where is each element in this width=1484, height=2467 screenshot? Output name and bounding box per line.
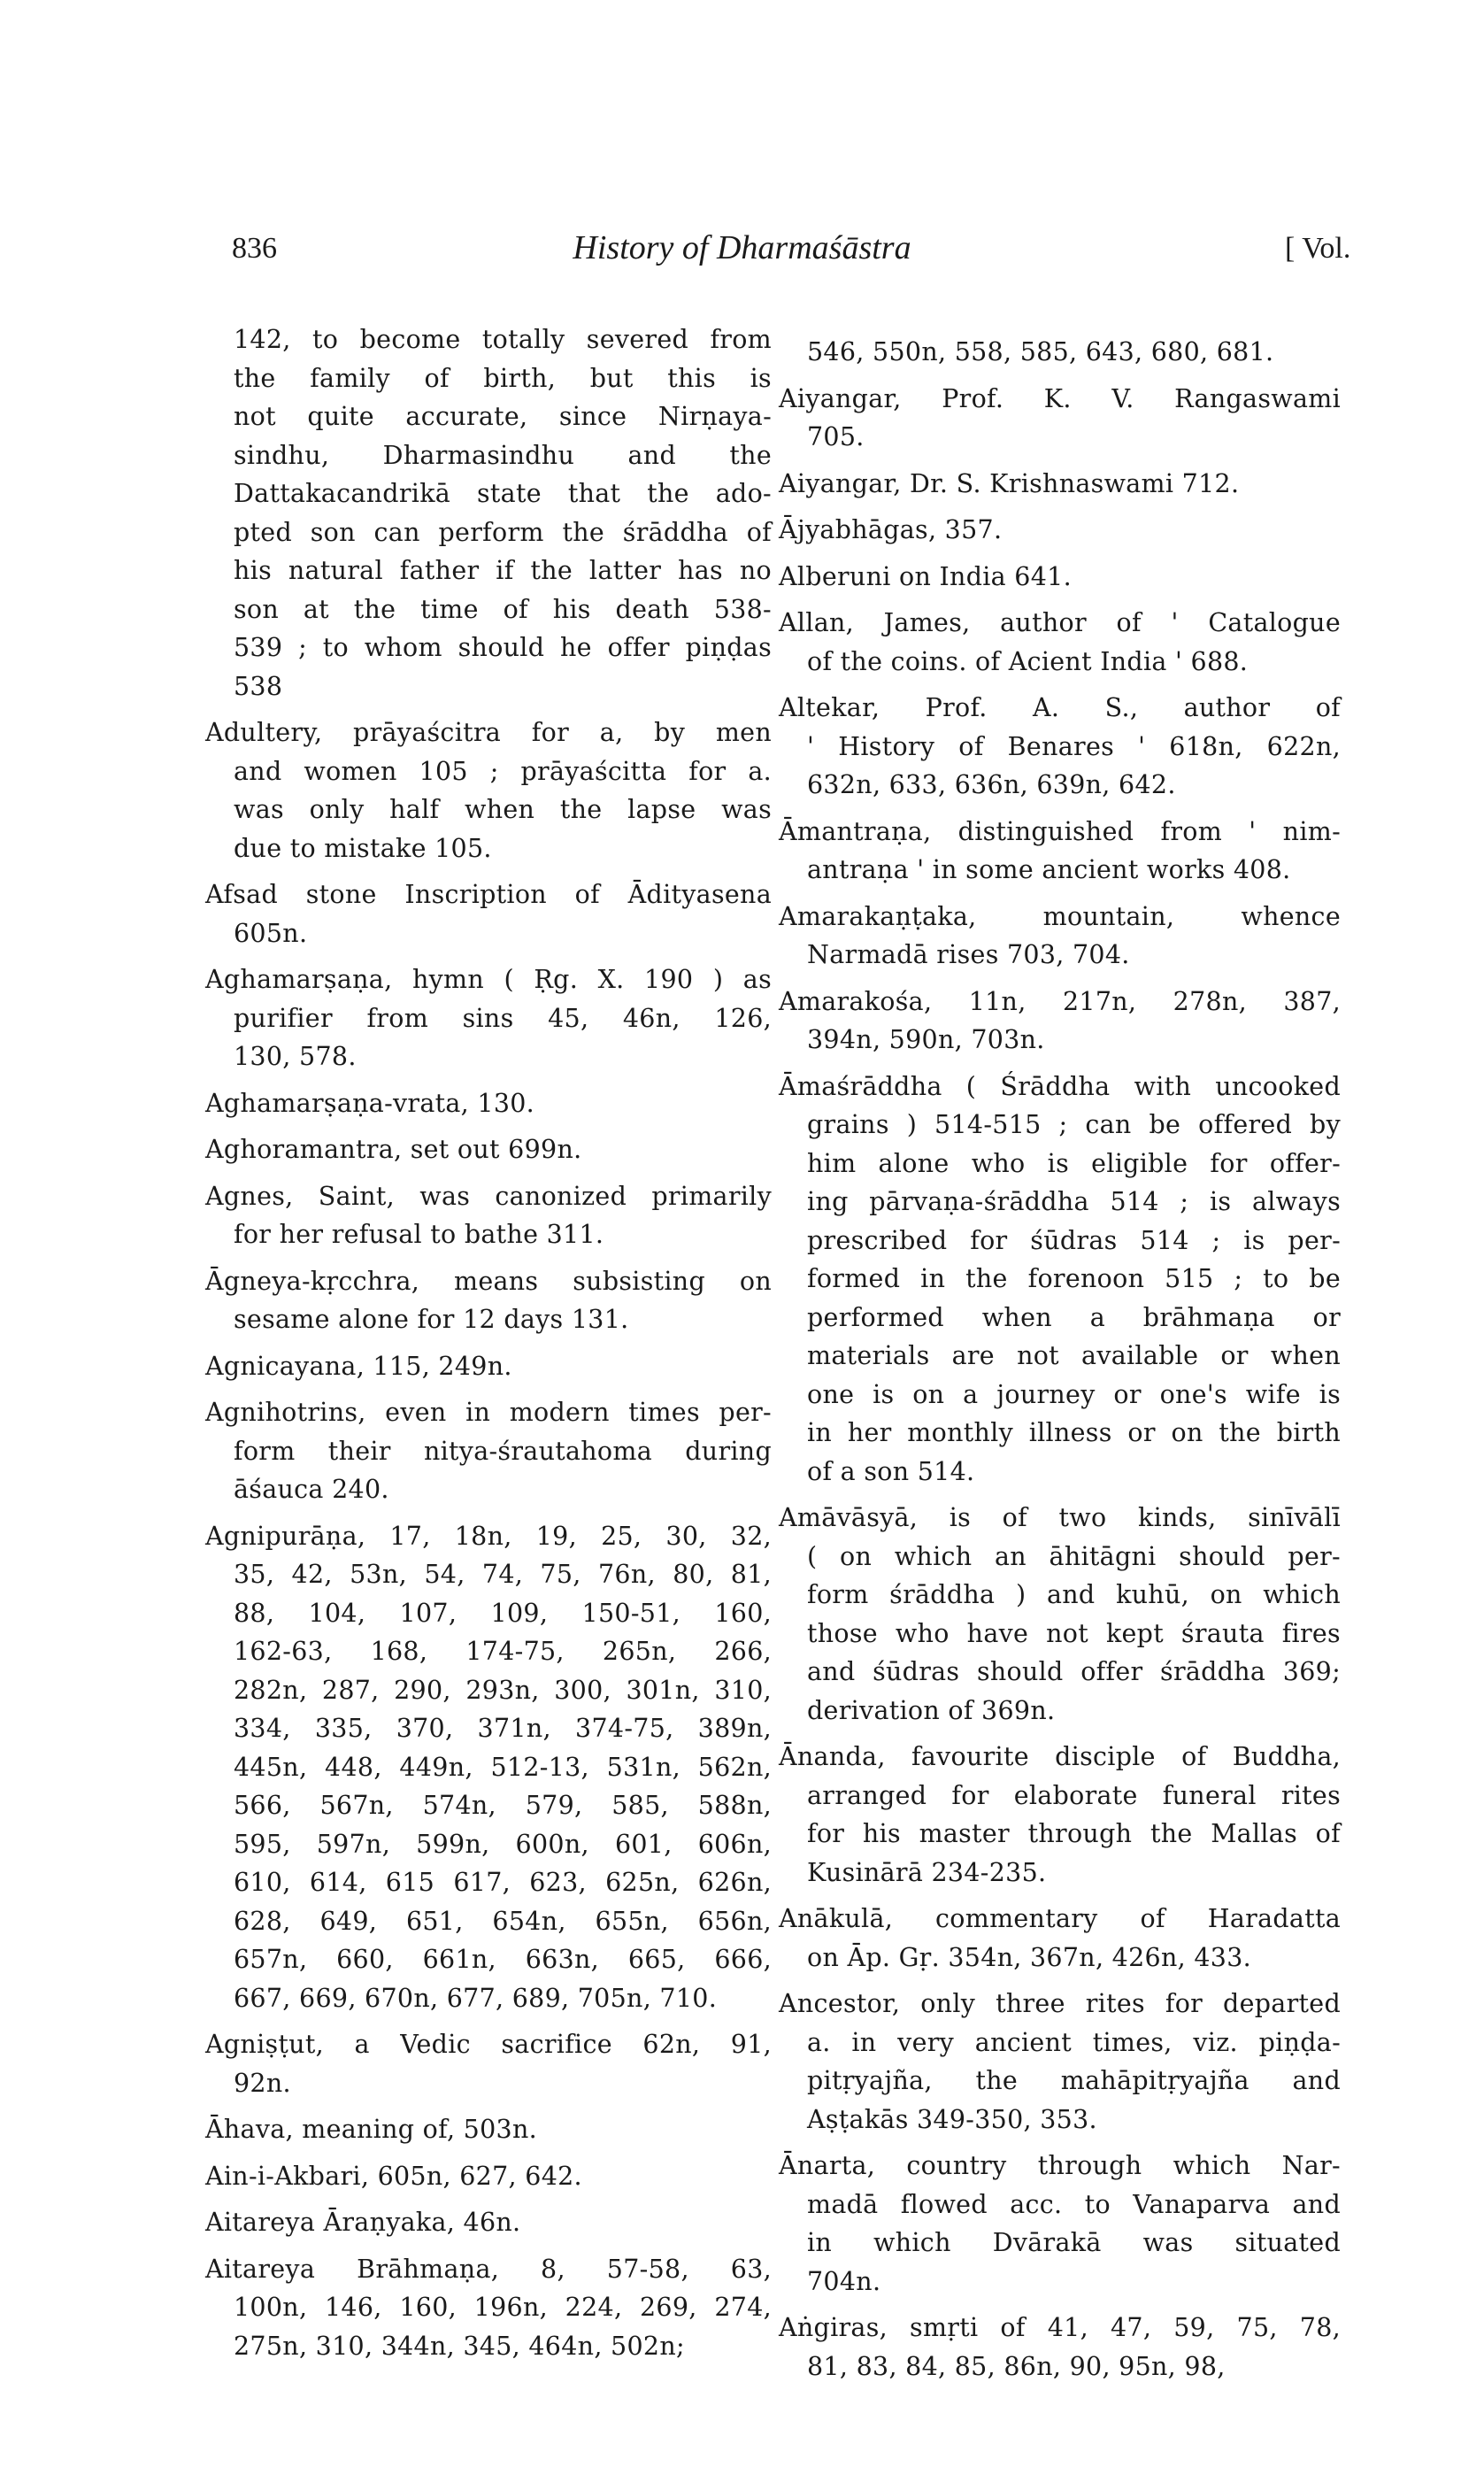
- index-entry-line: 595, 597n, 599n, 600n, 601, 606n,: [234, 1829, 772, 1859]
- index-entry: [205, 713, 772, 867]
- index-entry-line: Āmaśrāddha ( Śrāddha with uncooked: [779, 1071, 1341, 1101]
- index-entry: [205, 2203, 772, 2242]
- index-entry: [779, 604, 1341, 681]
- index-entry-line: those who have not kept śrauta fires: [807, 1618, 1341, 1648]
- index-entry-line: 538: [234, 671, 283, 701]
- index-entry-line: prescribed for śūdras 514 ; is per-: [807, 1225, 1341, 1255]
- index-entry-line: Aitareya Brāhmaṇa, 8, 57-58, 63,: [205, 2254, 772, 2284]
- index-entry-line: one is on a journey or one's wife is: [807, 1379, 1341, 1409]
- index-entry-line: of a son 514.: [807, 1456, 975, 1486]
- index-entry-line: 275n, 310, 344n, 345, 464n, 502n;: [234, 2331, 685, 2361]
- volume-label: [ Vol.: [1285, 232, 1351, 265]
- index-entry-line: 632n, 633, 636n, 639n, 642.: [807, 770, 1176, 799]
- index-entry-line: Agnicayana, 115, 249n.: [205, 1351, 512, 1381]
- index-entry-line: materials are not available or when: [807, 1341, 1341, 1370]
- index-entry: [779, 511, 1341, 550]
- index-entry-line: 628, 649, 651, 654n, 655n, 656n,: [234, 1906, 772, 1936]
- index-entry-line: 88, 104, 107, 109, 150-51, 160,: [234, 1598, 772, 1628]
- index-entry: [779, 1738, 1341, 1892]
- index-entry-line: ( on which an āhitāgni should per-: [807, 1541, 1341, 1571]
- index-entry-line: in her monthly illness or on the birth: [807, 1418, 1341, 1447]
- index-entry-line: Amarakośa, 11n, 217n, 278n, 387,: [779, 986, 1341, 1016]
- index-entry: [205, 2110, 772, 2149]
- index-entry: [779, 558, 1341, 597]
- index-entry-line: Aiyangar, Prof. K. V. Rangaswami: [779, 383, 1341, 413]
- index-entry-line: Amāvāsyā, is of two kinds, sinīvālī: [779, 1503, 1341, 1532]
- index-entry: [205, 875, 772, 952]
- index-entry-line: 162-63, 168, 174-75, 265n, 266,: [234, 1637, 772, 1666]
- index-entry-line: Agniṣṭut, a Vedic sacrifice 62n, 91,: [205, 2030, 772, 2059]
- index-entry-line: 92n.: [234, 2068, 291, 2098]
- index-entry-line: 100n, 146, 160, 196n, 224, 269, 274,: [234, 2293, 772, 2322]
- index-entry-line: his natural father if the latter has no: [234, 556, 772, 585]
- index-entry-line: Aghoramantra, set out 699n.: [205, 1135, 582, 1164]
- index-entry: [779, 2147, 1341, 2301]
- index-entry-line: ing pārvaṇa-śrāddha 514 ; is always: [807, 1187, 1341, 1216]
- index-entry: [205, 2250, 772, 2366]
- index-entry: [205, 960, 772, 1076]
- index-entry-line: Adultery, prāyaścitra for a, by men: [205, 718, 772, 747]
- index-entry-continued: [205, 320, 772, 705]
- index-entry: [779, 1985, 1341, 2139]
- index-column-right: [779, 333, 1341, 2394]
- index-entry-line: 705.: [807, 422, 865, 451]
- index-entry: [205, 2025, 772, 2102]
- index-entry-line: 130, 578.: [234, 1042, 357, 1071]
- index-entry: [779, 1068, 1341, 1492]
- index-entry-line: ' History of Benares ' 618n, 622n,: [807, 731, 1341, 761]
- index-entry-line: 605n.: [234, 918, 308, 948]
- index-entry-line: 445n, 448, 449n, 512-13, 531n, 562n,: [234, 1752, 772, 1782]
- index-entry-line: Agnes, Saint, was canonized primarily: [205, 1181, 772, 1211]
- index-entry-line: 394n, 590n, 703n.: [807, 1025, 1045, 1054]
- index-entry-line: 667, 669, 670n, 677, 689, 705n, 710.: [234, 1983, 718, 2013]
- index-entry-line: Aitareya Āraṇyaka, 46n.: [205, 2208, 521, 2237]
- index-entry-line: 704n.: [807, 2266, 881, 2296]
- index-entry-line: Aṣṭakās 349-350, 353.: [807, 2104, 1097, 2134]
- index-entry-continued: [779, 333, 1341, 372]
- index-entry-line: Aṅgiras, smṛti of 41, 47, 59, 75, 78,: [779, 2313, 1341, 2342]
- index-entry-line: derivation of 369n.: [807, 1695, 1056, 1725]
- index-entry-line: 566, 567n, 574n, 579, 585, 588n,: [234, 1791, 772, 1820]
- index-entry-line: form śrāddha ) and kuhū, on which: [807, 1580, 1341, 1609]
- index-entry-line: purifier from sins 45, 46n, 126,: [234, 1003, 772, 1033]
- index-entry-line: 81, 83, 84, 85, 86n, 90, 95n, 98,: [807, 2351, 1226, 2381]
- index-entry-line: grains ) 514-515 ; can be offered by: [807, 1110, 1341, 1139]
- index-entry: [779, 1499, 1341, 1730]
- index-entry: [779, 689, 1341, 805]
- index-entry-line: and śūdras should offer śrāddha 369;: [807, 1657, 1341, 1686]
- index-entry-line: performed when a brāhmaṇa or: [807, 1302, 1341, 1332]
- index-entry-line: Agnihotrins, even in modern times per-: [205, 1398, 772, 1427]
- index-entry-line: pitṛyajña, the mahāpitṛyajña and: [807, 2066, 1341, 2095]
- index-entry-line: Aghamarṣaṇa-vrata, 130.: [205, 1088, 535, 1118]
- index-entry-line: Amarakaṇṭaka, mountain, whence: [779, 901, 1341, 931]
- index-entry: [779, 813, 1341, 890]
- index-entry-line: not quite accurate, since Nirṇaya-: [234, 402, 772, 431]
- index-entry-line: and women 105 ; prāyaścitta for a.: [234, 756, 772, 786]
- index-entry: [779, 2309, 1341, 2386]
- index-entry-line: 142, to become totally severed from: [234, 325, 772, 354]
- index-entry: [205, 1393, 772, 1509]
- index-entry-line: Ānarta, country through which Nar-: [779, 2151, 1341, 2180]
- index-entry-line: on Āp. Gṛ. 354n, 367n, 426n, 433.: [807, 1942, 1251, 1972]
- index-entry-line: the family of birth, but this is: [234, 363, 772, 393]
- index-entry-line: 334, 335, 370, 371n, 374-75, 389n,: [234, 1714, 772, 1743]
- index-entry-line: Āhava, meaning of, 503n.: [205, 2115, 537, 2144]
- index-entry-line: Aiyangar, Dr. S. Krishnaswami 712.: [779, 468, 1240, 498]
- index-entry-line: Ain-i-Akbari, 605n, 627, 642.: [205, 2161, 582, 2191]
- index-entry-line: Kusinārā 234-235.: [807, 1857, 1047, 1887]
- index-entry-line: Āmantraṇa, distinguished from ' nim-: [779, 816, 1341, 846]
- index-entry-line: for his master through the Mallas of: [807, 1819, 1341, 1848]
- index-entry: [779, 898, 1341, 975]
- index-entry-line: āśauca 240.: [234, 1475, 389, 1504]
- index-entry-line: Aghamarṣaṇa, hymn ( Ṛg. X. 190 ) as: [205, 965, 772, 994]
- index-entry-line: madā flowed acc. to Vanaparva and: [807, 2189, 1341, 2219]
- index-entry-line: for her refusal to bathe 311.: [234, 1220, 604, 1249]
- index-entry-line: antraṇa ' in some ancient works 408.: [807, 855, 1291, 884]
- index-entry: [205, 1262, 772, 1339]
- index-entry-line: form their nitya-śrautahoma during: [234, 1436, 772, 1466]
- index-entry-line: Allan, James, author of ' Catalogue: [779, 608, 1341, 637]
- index-entry: [205, 1347, 772, 1386]
- index-entry-line: in which Dvārakā was situated: [807, 2228, 1341, 2257]
- index-entry-line: 35, 42, 53n, 54, 74, 75, 76n, 80, 81,: [234, 1560, 772, 1589]
- index-entry-line: sindhu, Dharmasindhu and the: [234, 440, 772, 470]
- index-entry: [779, 380, 1341, 457]
- index-entry-line: Alberuni on India 641.: [779, 561, 1072, 591]
- index-entry: [779, 1900, 1341, 1977]
- index-entry-line: arranged for elaborate funeral rites: [807, 1780, 1341, 1810]
- index-entry-line: Agnipurāṇa, 17, 18n, 19, 25, 30, 32,: [205, 1521, 772, 1551]
- index-entry: [205, 1517, 772, 2018]
- index-entry-line: Āgneya-kṛcchra, means subsisting on: [205, 1266, 772, 1296]
- index-entry: [779, 465, 1341, 504]
- index-entry-line: was only half when the lapse was: [234, 795, 772, 824]
- index-entry-line: 539 ; to whom should he offer piṇḍas: [234, 633, 772, 662]
- index-entry-line: sesame alone for 12 days 131.: [234, 1305, 629, 1334]
- index-entry-line: Altekar, Prof. A. S., author of: [779, 693, 1341, 722]
- index-entry: [205, 1084, 772, 1123]
- index-entry: [205, 1177, 772, 1254]
- index-entry-line: Anākulā, commentary of Haradatta: [779, 1904, 1341, 1933]
- index-entry-line: 657n, 660, 661n, 663n, 665, 666,: [234, 1945, 772, 1974]
- page-number: 836: [232, 232, 277, 265]
- index-entry-line: a. in very ancient times, viz. piṇḍa-: [807, 2027, 1341, 2057]
- index-entry-line: Ānanda, favourite disciple of Buddha,: [779, 1742, 1341, 1771]
- index-entry-line: 282n, 287, 290, 293n, 300, 301n, 310,: [234, 1675, 772, 1705]
- index-entry-line: formed in the forenoon 515 ; to be: [807, 1264, 1341, 1293]
- index-entry-line: pted son can perform the śrāddha of: [234, 517, 772, 547]
- index-entry-line: 610, 614, 615 617, 623, 625n, 626n,: [234, 1868, 772, 1897]
- index-entry: [205, 1130, 772, 1169]
- index-entry-line: son at the time of his death 538-: [234, 594, 772, 624]
- index-entry-line: Ājyabhāgas, 357.: [779, 515, 1003, 544]
- index-entry-line: him alone who is eligible for offer-: [807, 1148, 1341, 1178]
- index-entry-line: 546, 550n, 558, 585, 643, 680, 681.: [807, 337, 1274, 366]
- index-entry-line: Narmadā rises 703, 704.: [807, 940, 1130, 969]
- index-entry: [779, 983, 1341, 1060]
- index-entry-line: Afsad stone Inscription of Ādityasena: [205, 880, 772, 909]
- index-entry: [205, 2157, 772, 2196]
- index-entry-line: of the coins. of Acient India ' 688.: [807, 646, 1249, 676]
- index-entry-line: Ancestor, only three rites for departed: [779, 1989, 1341, 2018]
- index-column-left: [205, 320, 772, 2373]
- running-title: History of Dharmaśāstra: [573, 229, 911, 266]
- index-entry-line: Dattakacandrikā state that the ado-: [234, 479, 772, 508]
- index-entry-line: due to mistake 105.: [234, 833, 492, 863]
